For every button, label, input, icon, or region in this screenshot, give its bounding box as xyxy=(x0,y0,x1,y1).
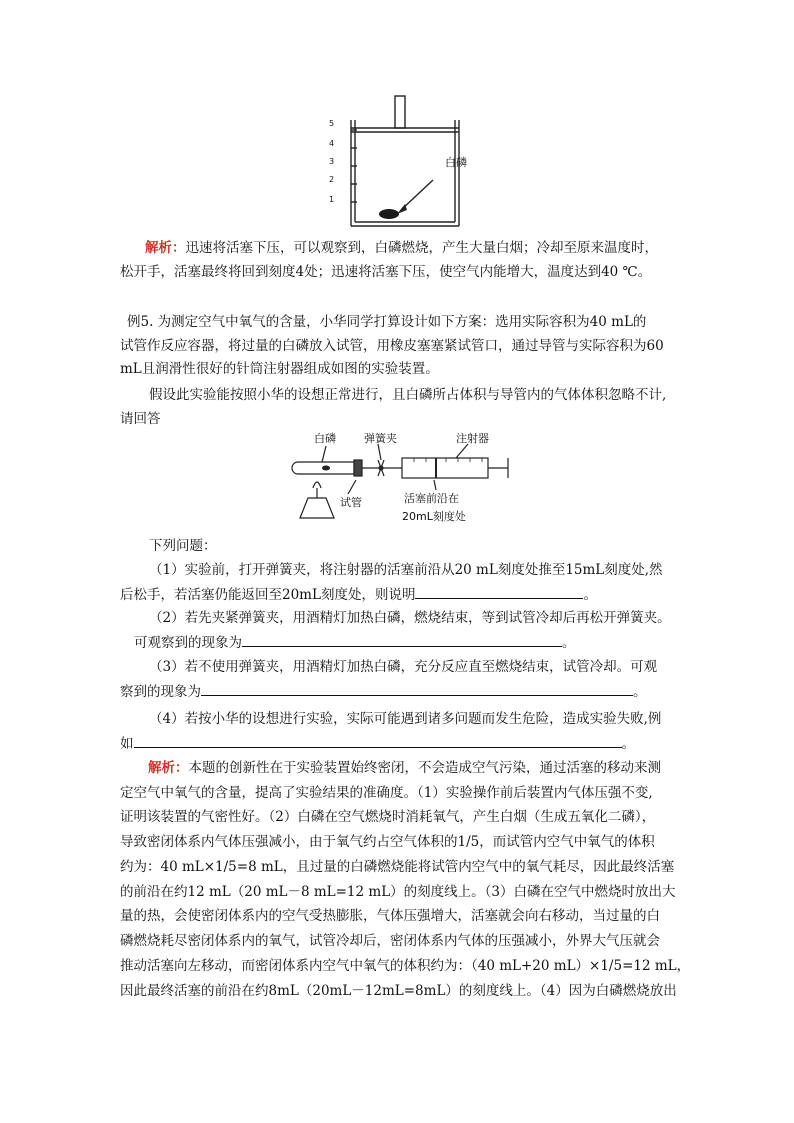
analysis2-line2: 定空气中氧气的含量，提高了实验结果的准确度。（1）实验操作前后装置内气体压强不变, xyxy=(120,785,653,801)
example5-line3: mL且润滑性很好的针筒注射器组成如图的实验装置。 xyxy=(120,361,439,377)
figure1-phosphorus-label: 白磷 xyxy=(445,156,467,169)
example5-line5: 请回答 xyxy=(120,411,161,427)
analysis2-line5: 约为：40 mL×1/5=8 mL，且过量的白磷燃烧能将试管内空气中的氧气耗尽，因此最终活塞 xyxy=(120,859,675,875)
q2-answer-blank[interactable] xyxy=(242,633,562,647)
q2-line2: 可观察到的现象为 。 xyxy=(134,635,576,651)
analysis1-line1: 解析：迅速将活塞下压，可以观察到，白磷燃烧，产生大量白烟；冷却至原来温度时， xyxy=(145,240,658,256)
analysis2-tag: 解析： xyxy=(148,760,189,776)
scale-tick-4: 4 xyxy=(329,139,335,148)
scale-tick-1: 1 xyxy=(329,195,335,204)
analysis1-line2: 松开手，活塞最终将回到刻度4处；迅速将活塞下压，使空气内能增大，温度达到40 ℃。 xyxy=(120,264,652,280)
q4-line1: （4）若按小华的设想进行实验，实际可能遇到诸多问题而发生危险，造成实验失败,例 xyxy=(149,711,662,727)
figure2-tube-label: 试管 xyxy=(340,496,362,509)
analysis2-line7: 量的热，会使密闭体系内的空气受热膨胀，气体压强增大，活塞就会向右移动，当过量的白 xyxy=(120,908,660,924)
syringe-apparatus-figure xyxy=(286,428,516,530)
analysis2-line4: 导致密闭体系内气体压强减小，由于氧气约占空气体积的1/5，而试管内空气中氧气的体积 xyxy=(120,834,655,850)
scale-tick-3: 3 xyxy=(329,157,335,166)
analysis1-tag: 解析： xyxy=(145,240,186,256)
q3-answer-blank[interactable] xyxy=(201,682,633,696)
analysis2-line8: 磷燃烧耗尽密闭体系内的氧气，试管冷却后，密闭体系内气体的压强减小，外界大气压就会 xyxy=(120,933,660,949)
q1-answer-blank[interactable] xyxy=(415,585,583,599)
q2-line1: （2）若先夹紧弹簧夹，用酒精灯加热白磷，燃烧结束，等到试管冷却后再松开弹簧夹。 xyxy=(149,610,671,626)
piston-cylinder-figure xyxy=(325,92,485,232)
analysis2-line3: 证明该装置的气密性好。（2）白磷在空气燃烧时消耗氧气，产生白烟（生成五氧化二磷）， xyxy=(120,809,656,825)
example5-line4: 假设此实验能按照小华的设想正常进行，且白磷所占体积与导管内的气体体积忽略不计, xyxy=(149,387,667,403)
example5-line1: 例5. 为测定空气中氧气的含量，小华同学打算设计如下方案：选用实际容积为40 mL的 xyxy=(127,314,647,330)
analysis2-line10: 因此最终活塞的前沿在约8mL（20mL－12mL=8mL）的刻度线上。（4）因为白磷燃烧放出 xyxy=(120,983,677,999)
scale-tick-2: 2 xyxy=(329,175,335,184)
q1-line1: （1）实验前，打开弹簧夹，将注射器的活塞前沿从20 mL刻度处推至15mL刻度处,然 xyxy=(149,562,663,578)
scale-tick-5: 5 xyxy=(329,119,335,128)
q4-answer-blank[interactable] xyxy=(134,734,622,748)
questions-intro: 下列问题： xyxy=(149,538,217,554)
figure2-phosphorus-label: 白磷 xyxy=(314,432,336,445)
figure2-piston-label-2: 20mL刻度处 xyxy=(402,510,466,523)
q3-line2: 察到的现象为 。 xyxy=(120,684,647,700)
q3-line1: （3）若不使用弹簧夹，用酒精灯加热白磷，充分反应直至燃烧结束，试管冷却。可观 xyxy=(149,659,658,675)
analysis2-line1: 解析：本题的创新性在于实验装置始终密闭，不会造成空气污染，通过活塞的移动来测 xyxy=(148,760,661,776)
analysis2-line6: 的前沿在约12 mL（20 mL－8 mL=12 mL）的刻度线上。（3）白磷在空气中燃烧时放出大 xyxy=(120,884,676,900)
q1-line2: 后松手，若活塞仍能返回至20mL刻度处，则说明 。 xyxy=(120,587,597,603)
figure2-syringe-label: 注射器 xyxy=(456,432,489,445)
figure2-clamp-label: 弹簧夹 xyxy=(364,432,397,445)
analysis2-line9: 推动活塞向左移动，而密闭体系内空气中氧气的体积约为：（40 mL+20 mL）×1/5=12 mL， xyxy=(120,958,691,974)
figure2-piston-label-1: 活塞前沿在 xyxy=(404,492,459,505)
q4-line2: 如 。 xyxy=(120,736,635,752)
example5-line2: 试管作反应容器，将过量的白磷放入试管，用橡皮塞塞紧试管口，通过导管与实际容积为60 xyxy=(120,338,664,354)
